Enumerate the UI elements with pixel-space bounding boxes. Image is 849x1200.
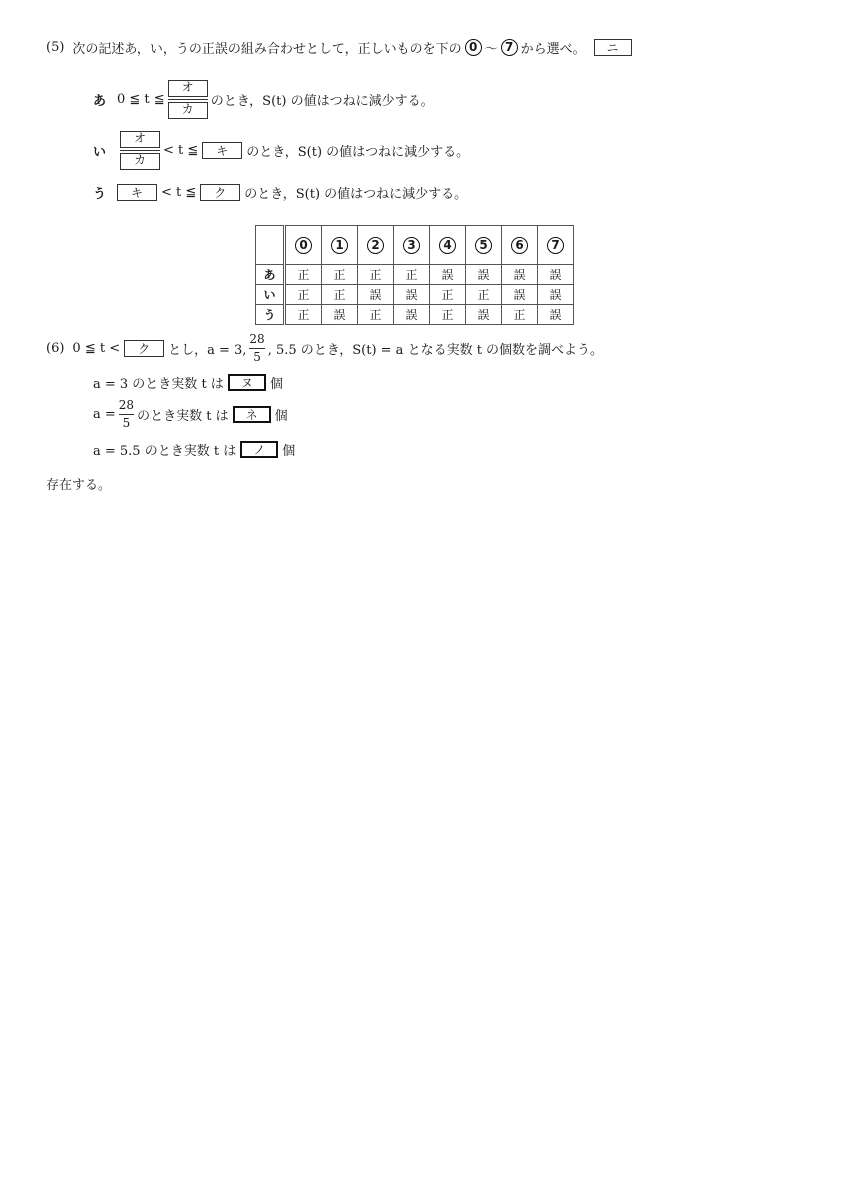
table-row-label: あ (256, 265, 285, 285)
table-cell: 誤 (538, 285, 574, 305)
statement-a-fraction (168, 80, 208, 119)
q6-case-5-5-tail: 個 (282, 444, 296, 459)
choice-4-number: 4 (439, 237, 456, 254)
table-cell: 誤 (466, 305, 502, 325)
choice-7-number: 7 (547, 237, 564, 254)
table-cell: 誤 (502, 265, 538, 285)
table-cell: 正 (322, 285, 358, 305)
answer-box-ne[interactable]: ネ (233, 406, 271, 423)
q6-case-fraction-denominator: 5 (122, 416, 131, 430)
choice-5-number: 5 (475, 237, 492, 254)
table-cell: 正 (358, 265, 394, 285)
answer-box-o-2[interactable]: オ (120, 131, 160, 148)
table-cell: 正 (358, 305, 394, 325)
statement-i-label: い (93, 145, 107, 160)
q6-case-3 (93, 373, 283, 392)
answer-box-ka[interactable]: カ (168, 102, 208, 119)
statement-a (93, 80, 434, 119)
answer-box-ku[interactable]: ク (200, 184, 240, 201)
choice-1-header[interactable] (322, 226, 358, 265)
q6-closing: 存在する。 (46, 478, 112, 493)
q6-case-fraction (119, 399, 134, 430)
table-cell: 正 (285, 305, 322, 325)
choice-3-number: 3 (403, 237, 420, 254)
table-cell: 正 (322, 265, 358, 285)
statement-i (93, 131, 469, 170)
statement-i-fraction (120, 131, 160, 170)
table-cell: 誤 (430, 265, 466, 285)
q6-case-28-5-lead-a: a = (93, 407, 116, 422)
q5-number: (5) (46, 40, 65, 55)
q6-number: (6) (46, 341, 65, 356)
statement-i-middle: < t ≦ (163, 143, 199, 158)
q6-case-5-5 (93, 440, 295, 459)
q6-case-3-tail: 個 (269, 377, 283, 392)
q5-stem-end: から選べ。 (520, 42, 586, 57)
table-row-i (256, 285, 574, 305)
q6-prefix: 0 ≦ t < (72, 341, 121, 356)
answer-box-no[interactable]: ノ (240, 441, 278, 458)
choice-4-header[interactable] (430, 226, 466, 265)
answer-box-ki[interactable]: キ (202, 142, 242, 159)
table-cell: 誤 (502, 285, 538, 305)
statement-u-suffix: のとき，S(t) の値はつねに減少する。 (244, 187, 468, 202)
answer-box-nu[interactable]: ヌ (228, 374, 266, 391)
answer-box-ki-2[interactable]: キ (117, 184, 157, 201)
statement-u-label: う (93, 187, 107, 202)
table-cell: 誤 (394, 305, 430, 325)
answer-box-ni[interactable]: ニ (594, 39, 632, 56)
choice-7-marker: 7 (501, 39, 518, 56)
q5-stem-text: 次の記述あ，い，うの正誤の組み合わせとして，正しいものを下の (72, 42, 462, 57)
q5-stem-line (46, 38, 632, 57)
table-cell: 誤 (538, 265, 574, 285)
choice-2-number: 2 (367, 237, 384, 254)
table-cell: 誤 (358, 285, 394, 305)
table-cell: 誤 (538, 305, 574, 325)
answer-box-ku-2[interactable]: ク (124, 340, 164, 357)
q6-stem-line (46, 333, 603, 364)
q6-fraction-numerator: 28 (249, 332, 265, 346)
choice-7-header[interactable] (538, 226, 574, 265)
range-separator: 〜 (484, 42, 498, 57)
choice-0-number: 0 (295, 237, 312, 254)
q6-case-3-lead: a = 3 のとき実数 t は (93, 377, 224, 392)
table-cell: 正 (430, 305, 466, 325)
truth-table-header-row (256, 226, 574, 265)
q6-case-28-5-tail: 個 (274, 409, 288, 424)
q6-case-5-5-lead: a = 5.5 のとき実数 t は (93, 444, 237, 459)
truth-table (255, 225, 574, 325)
statement-u-middle: < t ≦ (161, 185, 197, 200)
table-row-label: う (256, 305, 285, 325)
choice-0-marker: 0 (465, 39, 482, 56)
q6-fraction (249, 333, 264, 364)
choice-1-number: 1 (331, 237, 348, 254)
choice-0-header[interactable] (285, 226, 322, 265)
choice-6-number: 6 (511, 237, 528, 254)
choice-3-header[interactable] (394, 226, 430, 265)
choice-2-header[interactable] (358, 226, 394, 265)
answer-box-ka-2[interactable]: カ (120, 153, 160, 170)
truth-table-corner (256, 226, 285, 265)
statement-a-prefix: 0 ≦ t ≦ (117, 92, 165, 107)
q6-mid2: , 5.5 のとき，S(t) = a となる実数 t の個数を調べよう。 (267, 343, 604, 358)
choice-5-header[interactable] (466, 226, 502, 265)
table-row-label: い (256, 285, 285, 305)
choice-6-header[interactable] (502, 226, 538, 265)
statement-u (93, 183, 467, 202)
table-cell: 誤 (466, 265, 502, 285)
table-cell: 正 (285, 265, 322, 285)
q6-case-fraction-numerator: 28 (118, 398, 135, 412)
table-cell: 正 (430, 285, 466, 305)
q6-fraction-denominator: 5 (253, 350, 261, 364)
q6-mid1: とし，a = 3, (168, 343, 247, 358)
table-cell: 正 (502, 305, 538, 325)
q6-case-28-5 (93, 399, 288, 430)
table-cell: 誤 (322, 305, 358, 325)
table-cell: 正 (466, 285, 502, 305)
statement-i-suffix: のとき，S(t) の値はつねに減少する。 (246, 145, 470, 160)
table-cell: 誤 (394, 285, 430, 305)
q6-case-28-5-lead-b: のとき実数 t は (137, 409, 229, 424)
table-row-u (256, 305, 574, 325)
table-cell: 正 (394, 265, 430, 285)
statement-a-suffix: のとき，S(t) の値はつねに減少する。 (210, 94, 434, 109)
statement-a-label: あ (93, 94, 107, 109)
table-row-a (256, 265, 574, 285)
table-cell: 正 (285, 285, 322, 305)
answer-box-o[interactable]: オ (168, 80, 208, 97)
